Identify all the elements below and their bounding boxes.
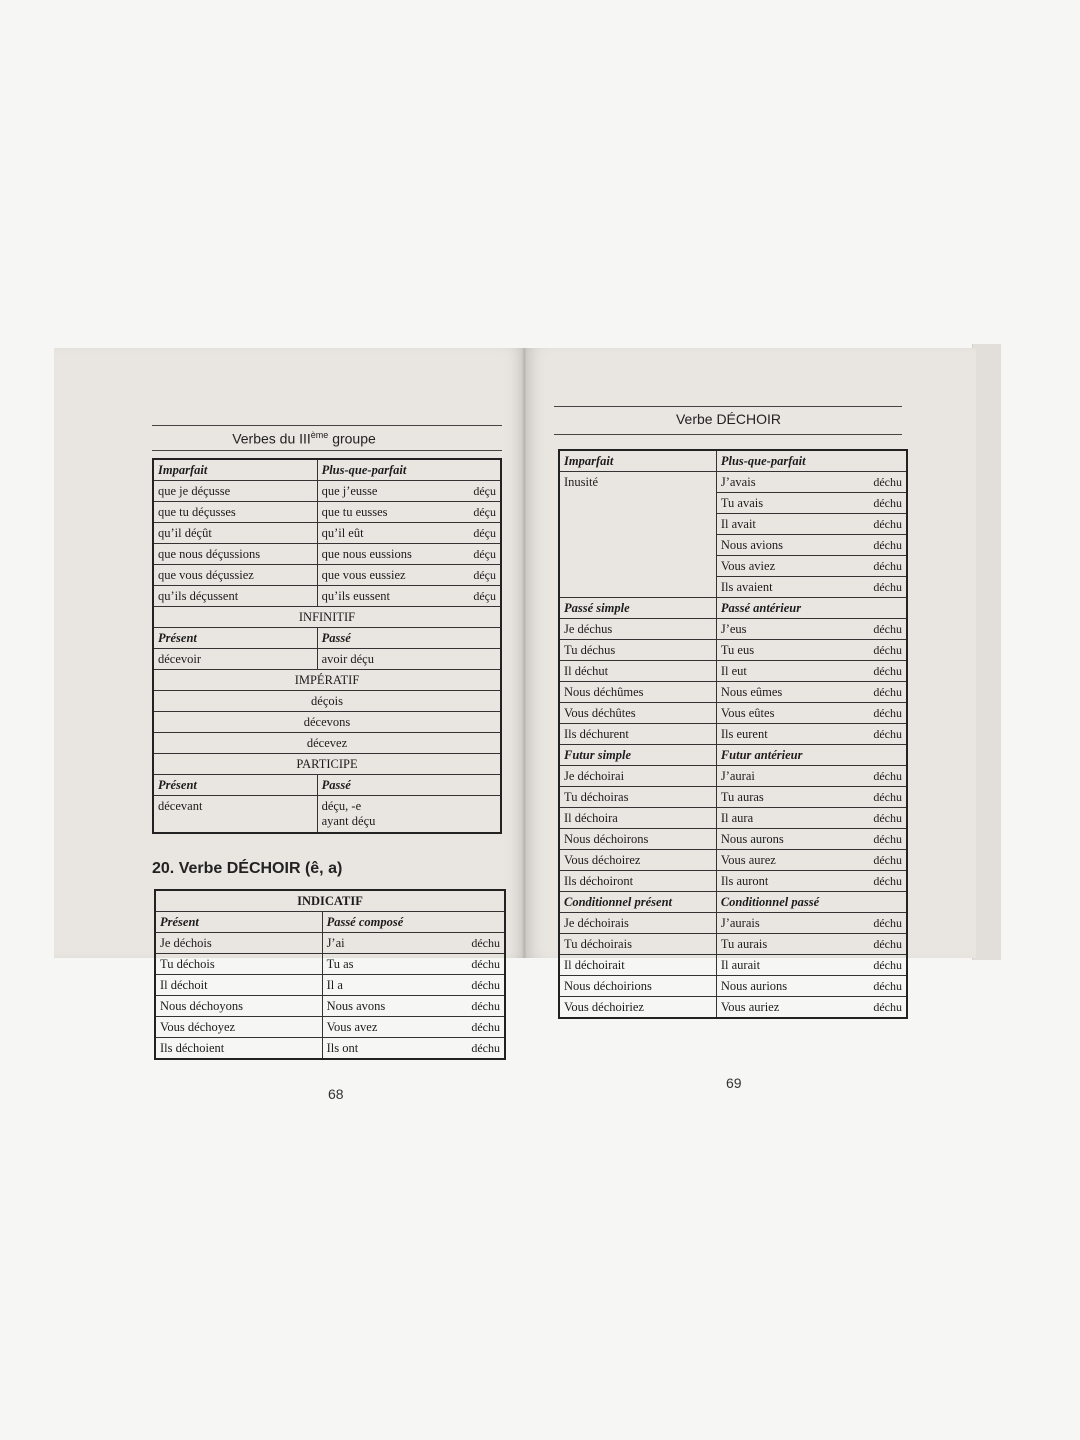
- participe-passe-compose: ayant déçu: [321, 814, 376, 828]
- col-imparfait: Imparfait: [153, 459, 317, 481]
- participle: déchu: [873, 664, 902, 678]
- table-header-row: [153, 459, 501, 481]
- participle: déchu: [873, 874, 902, 888]
- subjonctif-table: [152, 458, 502, 834]
- left-page-header: [154, 430, 454, 447]
- participle: déchu: [873, 769, 902, 783]
- participle: déchu: [471, 1020, 500, 1034]
- verb-title: 20. Verbe DÉCHOIR (ê, a): [152, 860, 343, 877]
- imperatif-section: IMPÉRATIF: [153, 670, 501, 691]
- table-row: que nous déçussions que nous eussions déçu: [153, 544, 501, 565]
- participle: déchu: [873, 916, 902, 930]
- table-row: Nous avions déchu: [559, 535, 907, 556]
- dechoir-table: [558, 449, 908, 1019]
- participle: déchu: [873, 727, 902, 741]
- header-rule-top: [152, 425, 502, 426]
- table-row: Il déchoirait Il aurait déchu: [559, 955, 907, 976]
- indicatif-header-row: Présent Passé composé: [155, 912, 505, 933]
- table-row: Je déchus J’eus déchu: [559, 619, 907, 640]
- table-row: Tu déchus Tu eus déchu: [559, 640, 907, 661]
- imperatif-row: décevons: [153, 712, 501, 733]
- indicatif-table: [154, 889, 506, 1060]
- section-header-row: Imparfait Plus-que-parfait: [559, 450, 907, 472]
- header-rule-bottom: [152, 450, 502, 451]
- section-header-row: Passé simple Passé antérieur: [559, 598, 907, 619]
- page-number-left: 68: [328, 1086, 344, 1102]
- table-row: Il déchoit Il a déchu: [155, 975, 505, 996]
- imperatif-row: décevez: [153, 733, 501, 754]
- table-row: Vous déchoyez Vous avez déchu: [155, 1017, 505, 1038]
- table-row: qu’il déçût qu’il eût déçu: [153, 523, 501, 544]
- participe-header-row: Présent Passé: [153, 775, 501, 796]
- table-row: Je déchois J’ai déchu: [155, 933, 505, 954]
- table-row: Je déchoirai J’aurai déchu: [559, 766, 907, 787]
- participe-row: décevant déçu, -e ayant déçu: [153, 796, 501, 834]
- participle: déçu: [473, 505, 496, 519]
- participle: déchu: [873, 685, 902, 699]
- participle: déchu: [873, 1000, 902, 1014]
- participle: déchu: [873, 559, 902, 573]
- participle: déchu: [471, 999, 500, 1013]
- participle: déchu: [873, 517, 902, 531]
- right-header-rule-bottom: [554, 434, 902, 435]
- participle: déchu: [873, 580, 902, 594]
- left-page: [54, 348, 526, 1102]
- table-row: Tu déchoirais Tu aurais déchu: [559, 934, 907, 955]
- table-row: Ils déchoient Ils ont déchu: [155, 1038, 505, 1060]
- right-page-header: Verbe DÉCHOIR: [675, 411, 782, 427]
- table-row: que tu déçusses que tu eusses déçu: [153, 502, 501, 523]
- table-row: Nous déchûmes Nous eûmes déchu: [559, 682, 907, 703]
- right-header-rule-top: [554, 406, 902, 407]
- participle: déchu: [873, 979, 902, 993]
- participle: déchu: [471, 978, 500, 992]
- participle: déchu: [873, 790, 902, 804]
- participle: déchu: [873, 937, 902, 951]
- table-row: Il avait déchu: [559, 514, 907, 535]
- table-row: Tu avais déchu: [559, 493, 907, 514]
- inusite-note: Inusité: [559, 472, 716, 598]
- table-row: Vous déchûtes Vous eûtes déchu: [559, 703, 907, 724]
- infinitif-section: INFINITIF: [153, 607, 501, 628]
- participle: déchu: [873, 958, 902, 972]
- section-header-row: Futur simple Futur antérieur: [559, 745, 907, 766]
- table-row: que je déçusse que j’eusse déçu: [153, 481, 501, 502]
- participle: déçu: [473, 589, 496, 603]
- participe-section: PARTICIPE: [153, 754, 501, 775]
- right-page: [526, 348, 976, 1091]
- table-row: Inusité J’avais déchu: [559, 472, 907, 493]
- header-suffix: groupe: [328, 430, 376, 447]
- participle: déçu: [473, 526, 496, 540]
- participle: déchu: [873, 496, 902, 510]
- table-row: Vous déchoiriez Vous auriez déchu: [559, 997, 907, 1019]
- table-row: Il déchut Il eut déchu: [559, 661, 907, 682]
- participe-passe: déçu, -e: [321, 799, 362, 813]
- participle: déchu: [873, 475, 902, 489]
- indicatif-section: INDICATIF: [155, 890, 505, 912]
- participle: déchu: [471, 1041, 500, 1055]
- table-row: Vous aviez déchu: [559, 556, 907, 577]
- participle: déçu: [473, 568, 496, 582]
- section-header-row: Conditionnel présent Conditionnel passé: [559, 892, 907, 913]
- table-row: Tu déchois Tu as déchu: [155, 954, 505, 975]
- participle: déchu: [873, 832, 902, 846]
- participle: déchu: [873, 706, 902, 720]
- participle: déçu: [473, 484, 496, 498]
- header-sup: ème: [310, 430, 329, 440]
- participle: déchu: [873, 622, 902, 636]
- infinitif-row: décevoir avoir déçu: [153, 649, 501, 670]
- table-row: que vous déçussiez que vous eussiez déçu: [153, 565, 501, 586]
- infinitif-header-row: Présent Passé: [153, 628, 501, 649]
- participle: déchu: [873, 853, 902, 867]
- table-row: Ils déchoiront Ils auront déchu: [559, 871, 907, 892]
- participle: déchu: [873, 811, 902, 825]
- page-number-right: 69: [726, 1075, 742, 1091]
- imperatif-row: déçois: [153, 691, 501, 712]
- table-row: Nous déchoyons Nous avons déchu: [155, 996, 505, 1017]
- table-row: Vous déchoirez Vous aurez déchu: [559, 850, 907, 871]
- participle: déçu: [473, 547, 496, 561]
- participle: déchu: [471, 957, 500, 971]
- table-row: Nous déchoirions Nous aurions déchu: [559, 976, 907, 997]
- participle: déchu: [873, 538, 902, 552]
- table-row: Il déchoira Il aura déchu: [559, 808, 907, 829]
- page-edges: [972, 344, 1001, 960]
- table-row: qu’ils déçussent qu’ils eussent déçu: [153, 586, 501, 607]
- participle: déchu: [873, 643, 902, 657]
- table-row: Je déchoirais J’aurais déchu: [559, 913, 907, 934]
- table-row: Tu déchoiras Tu auras déchu: [559, 787, 907, 808]
- open-book: [52, 338, 1000, 1102]
- col-plus-que-parfait: Plus-que-parfait: [317, 459, 501, 481]
- table-row: Ils déchurent Ils eurent déchu: [559, 724, 907, 745]
- table-row: Ils avaient déchu: [559, 577, 907, 598]
- participle: déchu: [471, 936, 500, 950]
- header-prefix: Verbes du III: [232, 430, 311, 447]
- table-row: Nous déchoirons Nous aurons déchu: [559, 829, 907, 850]
